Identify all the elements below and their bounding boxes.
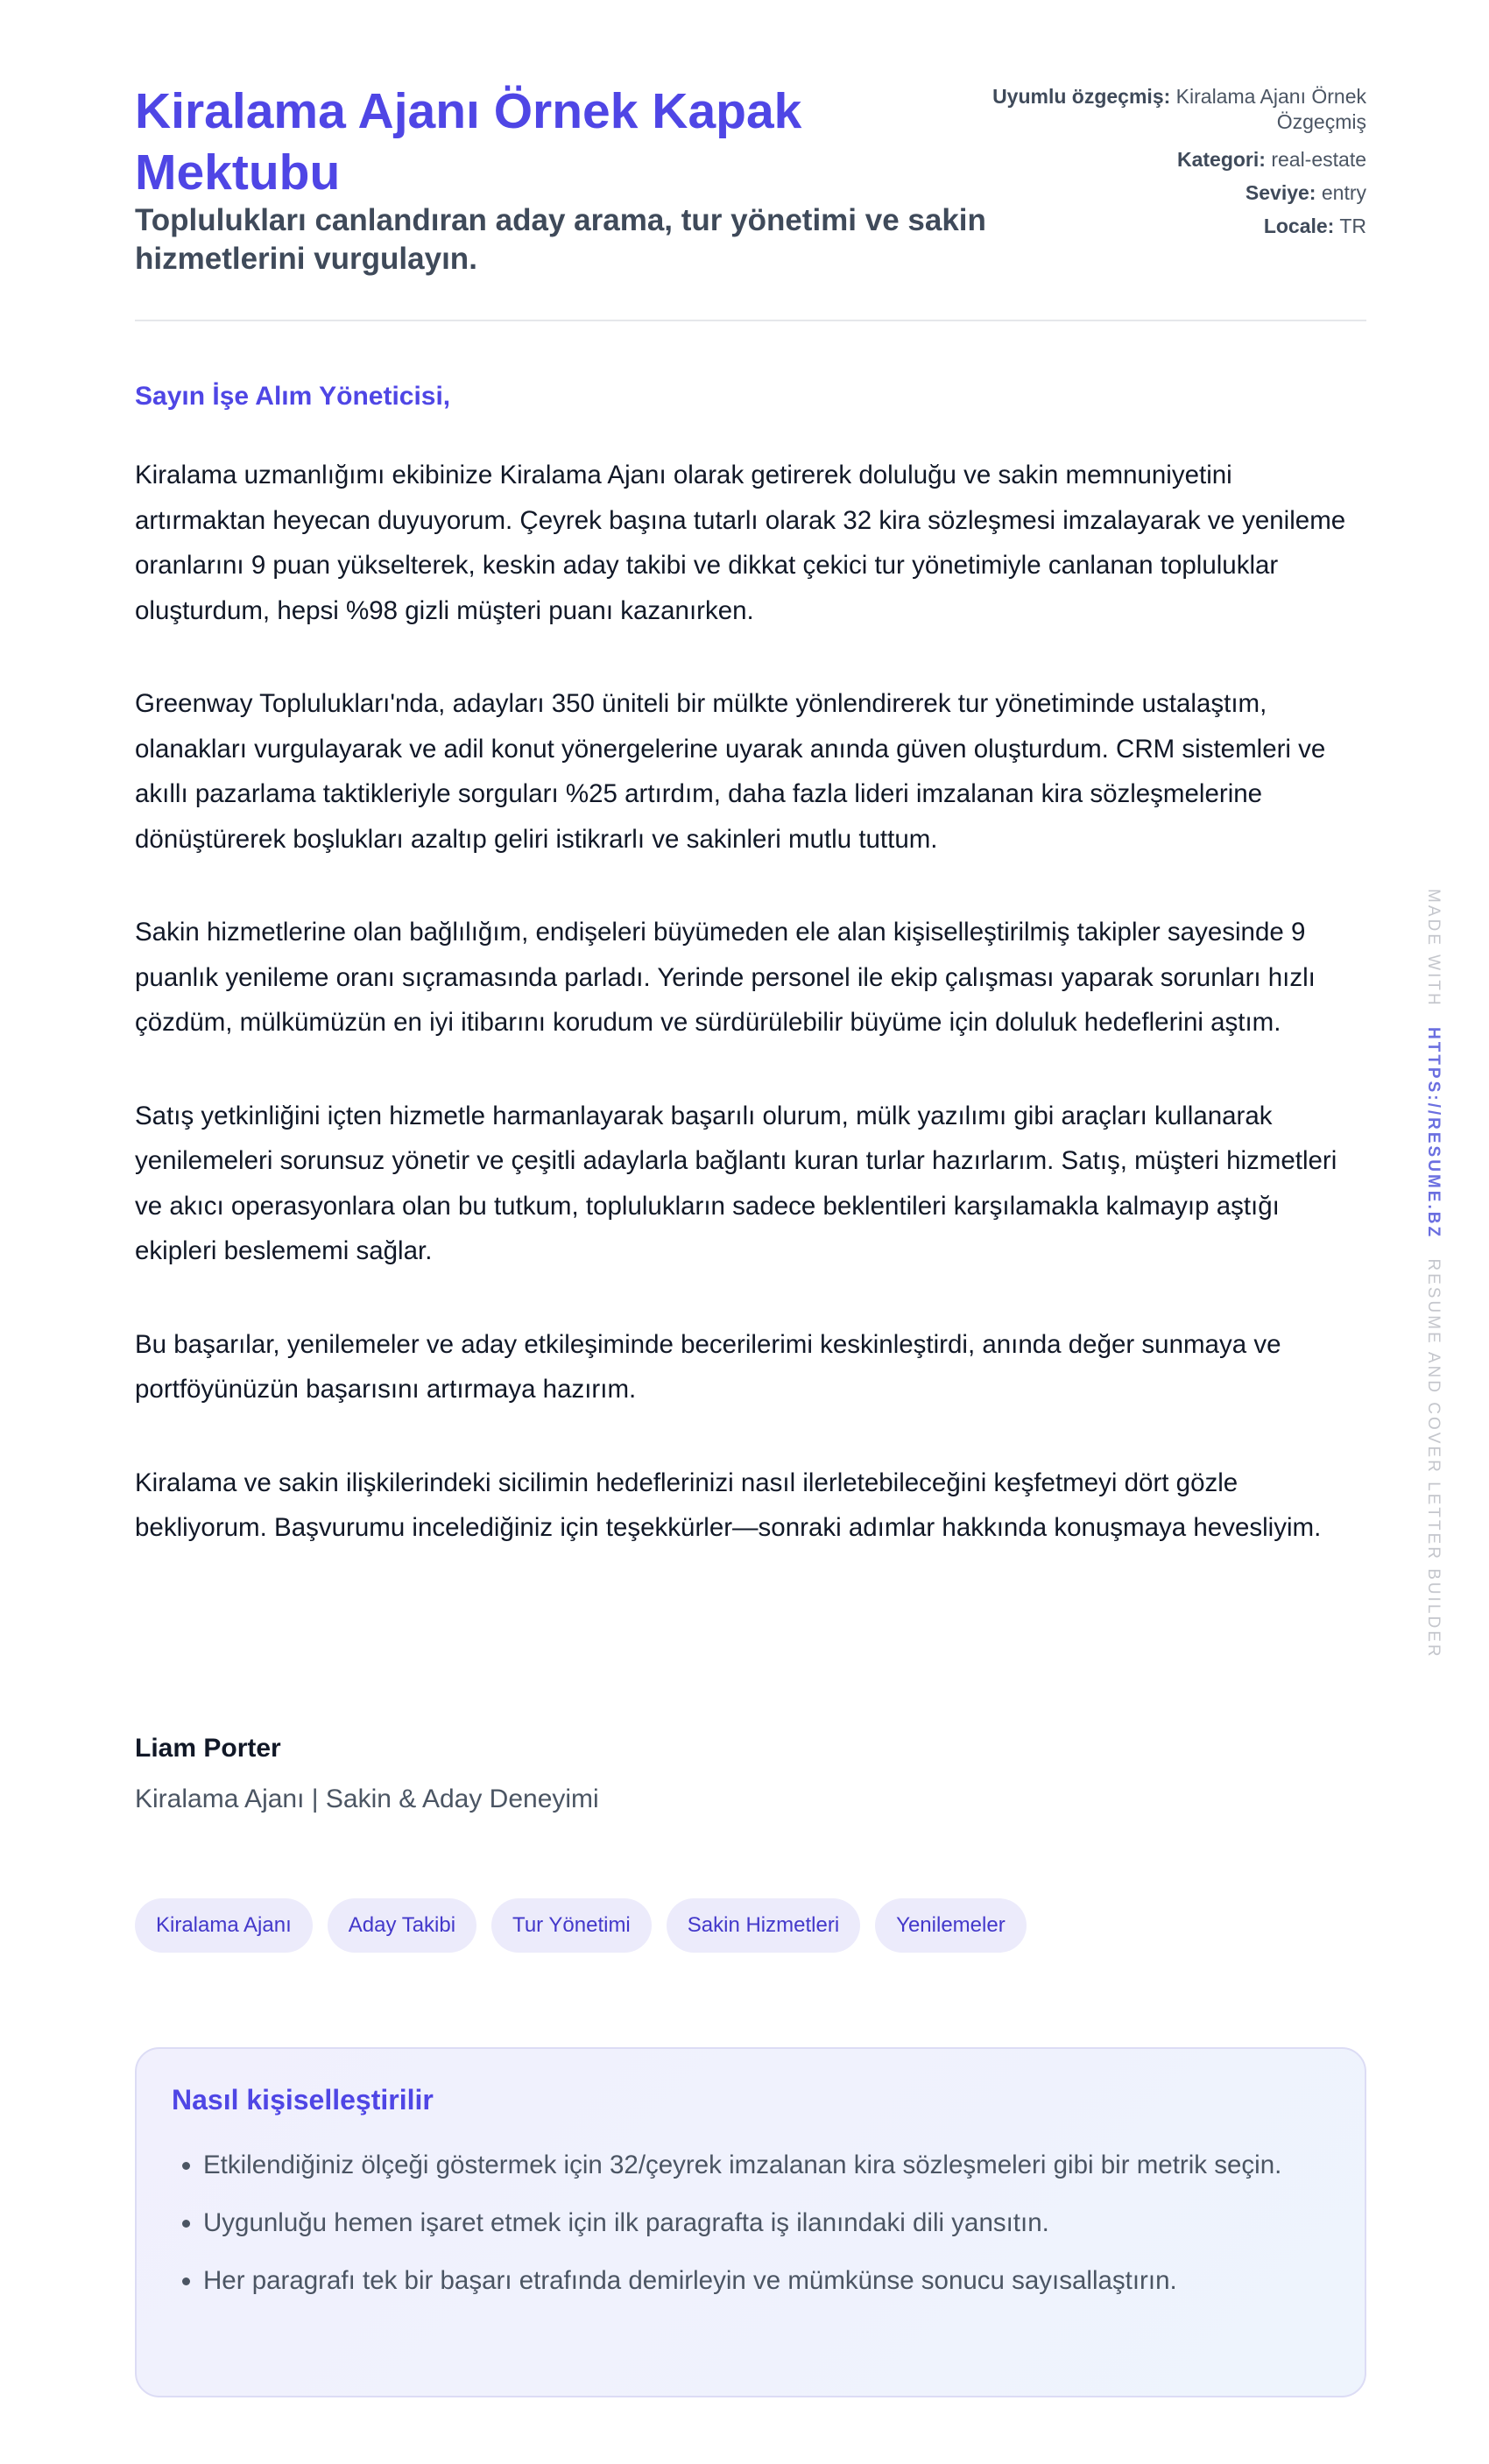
tip-item: • Her paragrafı tek bir başarı etrafında demirleyin ve mümkünse sonucu sayısallaştırın. [203, 2258, 1330, 2303]
watermark: MADE WITH HTTPS://RESUME.BZ RESUME AND COVER LETTER BUILDER [1424, 889, 1443, 1659]
tag: Aday Takibi [328, 1898, 476, 1953]
paragraph: Bu başarılar, yenilemeler ve aday etkileşiminde becerilerimi keskinleştirdi, anında değer sunmaya ve portföyünüzün başarısını artırmaya hazırım. [135, 1329, 1281, 1404]
tag: Sakin Hizmetleri [667, 1898, 860, 1953]
tips-title: Nasıl kişiselleştirilir [172, 2084, 434, 2116]
tip-item: • Uygunluğu hemen işaret etmek için ilk paragrafta iş ilanındaki dili yansıtın. [203, 2200, 1330, 2245]
tag: Tur Yönetimi [491, 1898, 652, 1953]
resume-bz-link[interactable]: HTTPS://RESUME.BZ [1424, 1027, 1443, 1240]
page-title: Kiralama Ajanı Örnek Kapak Mektubu [135, 83, 802, 201]
tag: Yenilemeler [875, 1898, 1027, 1953]
signature-name: Liam Porter [135, 1734, 281, 1763]
meta-level: Seviye: entry [1245, 181, 1366, 204]
tag: Kiralama Ajanı [135, 1898, 313, 1953]
page-subtitle: Toplulukları canlandıran aday arama, tur yönetimi ve sakin hizmetlerini vurgulayın. [135, 203, 986, 276]
meta-category: Kategori: real-estate [1176, 148, 1366, 171]
letter-body [135, 453, 1366, 1599]
paragraph: Sakin hizmetlerine olan bağlılığım, endişeleri büyümeden ele alan kişiselleştirilmiş takipler sayesinde 9 puanlık yenileme oranı sıçramasında parladı. Yerinde personel ile ekip çalışması yaparak sorunları hızlı çözdüm, mülkümüzün en iyi itibarını korudum ve sürdürülebilir büyüme için doluluk hedeflerini aştım. [135, 918, 1316, 1037]
matching-resume-link[interactable]: Kiralama Ajanı Örnek Özgeçmiş [1175, 85, 1366, 133]
paragraph: Greenway Toplulukları'nda, adayları 350 üniteli bir mülkte yönlendirerek tur yönetiminde ustalaştım, olanakları vurgulayarak ve adil konut yönergelerine uyarak anında güven oluşturdum. CRM sistemleri ve akıllı pazarlama taktikleriyle sorguları %25 artırdım, daha fazla lideri imzalanan kira sözleşmelerine dönüştürerek boşlukları azaltıp geliri istikrarlı ve sakinleri mutlu tuttum. [135, 689, 1326, 854]
tag-list [135, 1898, 1027, 1953]
signature-role: Kiralama Ajanı | Sakin & Aday Deneyimi [135, 1785, 599, 1813]
meta-info [911, 84, 1366, 243]
customization-tips-box [135, 2047, 1366, 2397]
paragraph: Satış yetkinliğini içten hizmetle harmanlayarak başarılı olurum, mülk yazılımı gibi araçları kullanarak yenilemeleri sorunsuz yönetir ve çeşitli adaylarla bağlantı kuran turlar hazırlarım. Satış, müşteri hizmetleri ve akıcı operasyonlara olan bu tutkum, toplulukların sadece beklentileri karşılamakla kalmayıp aştığı ekipleri beslememi sağlar. [135, 1101, 1337, 1265]
paragraph: Kiralama ve sakin ilişkilerindeki sicilimin hedeflerinizi nasıl ilerletebileceğini keşfetmeyi dört gözle bekliyorum. Başvurumu incelediğiniz için teşekkürler—sonraki adımlar hakkında konuşmaya hevesliyim. [135, 1468, 1322, 1542]
greeting: Sayın İşe Alım Yöneticisi, [135, 382, 451, 411]
header [135, 0, 1366, 321]
tips-list [172, 2143, 1330, 2303]
meta-resume: Uyumlu özgeçmiş: Kiralama Ajanı Örnek Özgeçmiş [992, 85, 1366, 133]
paragraph: Kiralama uzmanlığımı ekibinize Kiralama Ajanı olarak getirerek doluluğu ve sakin memnuniyetini artırmaktan heyecan duyuyorum. Çeyrek başına tutarlı olarak 32 kira sözleşmesi imzalayarak ve yenileme oranlarını 9 puan yükselterek, keskin aday takibi ve dikkat çekici tur yönetimiyle canlanan topluluklar oluşturdum, hepsi %98 gizli müşteri puanı kazanırken. [135, 461, 1346, 625]
tip-item: • Etkilendiğiniz ölçeği göstermek için 32/çeyrek imzalanan kira sözleşmeleri gibi bir metrik seçin. [203, 2143, 1330, 2187]
meta-locale: Locale: TR [1263, 215, 1366, 237]
cover-letter-page [135, 0, 1366, 2295]
